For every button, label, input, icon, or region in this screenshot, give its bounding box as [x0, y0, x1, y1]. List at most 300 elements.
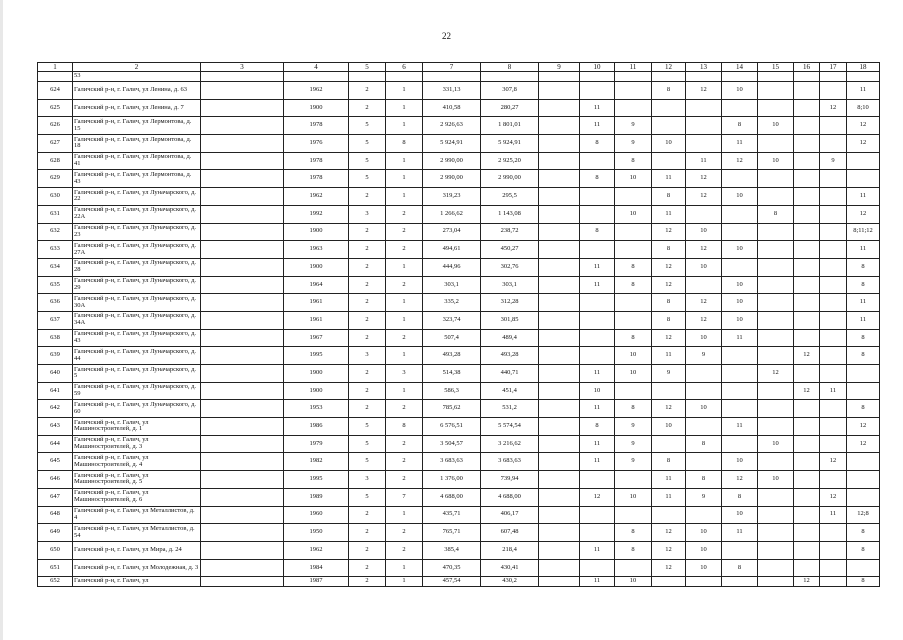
value-cell — [758, 382, 794, 400]
column-number-cell: 18 — [847, 63, 880, 72]
value-cell — [794, 311, 820, 329]
table-cell — [38, 72, 73, 82]
value-cell: 11 — [847, 241, 880, 259]
value-cell: 2 — [349, 506, 386, 524]
value-cell — [201, 488, 284, 506]
value-cell: 12 — [847, 135, 880, 153]
table-cell — [539, 72, 580, 82]
column-number-cell: 1 — [38, 63, 73, 72]
value-cell: 11 — [652, 205, 686, 223]
value-cell: 785,62 — [423, 400, 481, 418]
column-number-cell: 11 — [615, 63, 652, 72]
value-cell: 8 — [615, 524, 652, 542]
value-cell: 8 — [652, 311, 686, 329]
value-cell — [539, 99, 580, 117]
table-cell — [722, 72, 758, 82]
value-cell — [580, 311, 615, 329]
value-cell — [615, 223, 652, 241]
value-cell: 440,71 — [481, 365, 539, 383]
value-cell: 2 — [349, 311, 386, 329]
value-cell: 1900 — [284, 223, 349, 241]
value-cell: 10 — [615, 488, 652, 506]
column-number-cell: 8 — [481, 63, 539, 72]
value-cell: 11 — [847, 311, 880, 329]
value-cell — [580, 188, 615, 206]
value-cell: 1962 — [284, 82, 349, 100]
value-cell: 307,8 — [481, 82, 539, 100]
value-cell: 8 — [847, 577, 880, 587]
table-row — [38, 188, 880, 206]
value-cell — [722, 400, 758, 418]
value-cell: 8 — [652, 453, 686, 471]
address-cell: Галичский р-н, г. Галич, ул Луначарского, д. 44 — [73, 347, 201, 365]
value-cell — [820, 471, 847, 489]
value-cell — [201, 471, 284, 489]
value-cell — [539, 82, 580, 100]
value-cell — [847, 365, 880, 383]
value-cell — [580, 152, 615, 170]
value-cell — [615, 241, 652, 259]
value-cell — [758, 82, 794, 100]
value-cell — [686, 453, 722, 471]
value-cell — [686, 205, 722, 223]
value-cell — [820, 135, 847, 153]
column-number-cell: 4 — [284, 63, 349, 72]
value-cell — [201, 453, 284, 471]
value-cell: 8 — [847, 258, 880, 276]
value-cell: 9 — [615, 435, 652, 453]
row-number-cell: 626 — [38, 117, 73, 135]
value-cell: 8 — [652, 188, 686, 206]
value-cell: 12 — [847, 117, 880, 135]
value-cell: 301,85 — [481, 311, 539, 329]
value-cell: 1900 — [284, 258, 349, 276]
value-cell: 12 — [820, 488, 847, 506]
value-cell: 10 — [652, 418, 686, 436]
value-cell: 2 — [386, 329, 423, 347]
value-cell: 2 — [349, 82, 386, 100]
row-number-cell: 641 — [38, 382, 73, 400]
table-row — [38, 329, 880, 347]
value-cell — [794, 435, 820, 453]
value-cell — [201, 223, 284, 241]
value-cell — [615, 311, 652, 329]
page-number: 22 — [442, 31, 451, 41]
row-number-cell: 625 — [38, 99, 73, 117]
address-cell: Галичский р-н, г. Галич, ул Луначарского, д. 27А — [73, 241, 201, 259]
value-cell: 8 — [615, 400, 652, 418]
value-cell: 5 574,54 — [481, 418, 539, 436]
address-cell: 53 — [73, 72, 201, 82]
value-cell — [820, 258, 847, 276]
table-row — [38, 488, 880, 506]
value-cell: 5 — [349, 418, 386, 436]
address-cell: Галичский р-н, г. Галич, ул Луначарского, д. 60 — [73, 400, 201, 418]
address-cell: Галичский р-н, г. Галич, ул Луначарского, д. 34А — [73, 311, 201, 329]
value-cell — [652, 152, 686, 170]
value-cell — [794, 223, 820, 241]
value-cell: 8 — [847, 276, 880, 294]
value-cell: 4 688,00 — [481, 488, 539, 506]
value-cell: 1978 — [284, 117, 349, 135]
value-cell: 11 — [652, 488, 686, 506]
value-cell: 8 — [615, 276, 652, 294]
value-cell: 11 — [820, 506, 847, 524]
value-cell: 435,71 — [423, 506, 481, 524]
value-cell: 12 — [722, 471, 758, 489]
value-cell: 3 683,63 — [481, 453, 539, 471]
value-cell: 9 — [820, 152, 847, 170]
value-cell: 12 — [686, 241, 722, 259]
value-cell — [847, 152, 880, 170]
value-cell: 8 — [722, 488, 758, 506]
value-cell: 1961 — [284, 311, 349, 329]
value-cell: 10 — [615, 170, 652, 188]
value-cell: 11 — [847, 294, 880, 312]
value-cell: 5 — [349, 152, 386, 170]
value-cell — [615, 294, 652, 312]
value-cell: 1962 — [284, 188, 349, 206]
value-cell — [794, 170, 820, 188]
table-row — [38, 365, 880, 383]
value-cell — [686, 577, 722, 587]
value-cell: 8 — [652, 82, 686, 100]
value-cell: 10 — [652, 135, 686, 153]
address-cell: Галичский р-н, г. Галич, ул Ленина, д. 7 — [73, 99, 201, 117]
table-row — [38, 524, 880, 542]
value-cell — [539, 258, 580, 276]
row-number-cell: 639 — [38, 347, 73, 365]
value-cell — [201, 577, 284, 587]
value-cell: 3 216,62 — [481, 435, 539, 453]
value-cell: 3 504,57 — [423, 435, 481, 453]
row-number-cell: 647 — [38, 488, 73, 506]
table-row — [38, 241, 880, 259]
value-cell: 12 — [686, 170, 722, 188]
row-number-cell: 630 — [38, 188, 73, 206]
value-cell — [580, 82, 615, 100]
value-cell: 10 — [615, 347, 652, 365]
value-cell: 1984 — [284, 559, 349, 577]
value-cell: 493,28 — [423, 347, 481, 365]
value-cell: 10 — [686, 258, 722, 276]
value-cell — [794, 365, 820, 383]
row-number-cell: 652 — [38, 577, 73, 587]
column-number-row — [38, 63, 880, 72]
value-cell: 5 — [349, 488, 386, 506]
value-cell: 5 — [349, 117, 386, 135]
value-cell — [794, 152, 820, 170]
value-cell: 11 — [722, 418, 758, 436]
value-cell: 1995 — [284, 347, 349, 365]
value-cell — [758, 329, 794, 347]
value-cell — [794, 99, 820, 117]
value-cell: 5 — [349, 453, 386, 471]
value-cell — [820, 435, 847, 453]
value-cell: 2 — [349, 276, 386, 294]
value-cell: 1953 — [284, 400, 349, 418]
value-cell — [201, 524, 284, 542]
value-cell: 1 — [386, 506, 423, 524]
value-cell — [794, 506, 820, 524]
value-cell: 1 — [386, 382, 423, 400]
value-cell: 12 — [652, 541, 686, 559]
table-row — [38, 170, 880, 188]
value-cell: 2 — [349, 524, 386, 542]
value-cell: 5 — [349, 135, 386, 153]
value-cell: 1960 — [284, 506, 349, 524]
value-cell: 8 — [758, 205, 794, 223]
table-row — [38, 205, 880, 223]
value-cell: 1978 — [284, 170, 349, 188]
value-cell: 2 — [386, 276, 423, 294]
value-cell — [820, 311, 847, 329]
row-number-cell: 648 — [38, 506, 73, 524]
table-row — [38, 471, 880, 489]
value-cell: 12 — [652, 258, 686, 276]
table-row — [38, 559, 880, 577]
table-cell — [652, 72, 686, 82]
value-cell: 10 — [722, 188, 758, 206]
value-cell: 11 — [652, 347, 686, 365]
value-cell: 2 — [386, 541, 423, 559]
value-cell: 5 924,91 — [481, 135, 539, 153]
value-cell — [539, 241, 580, 259]
value-cell — [201, 506, 284, 524]
value-cell: 385,4 — [423, 541, 481, 559]
value-cell — [539, 382, 580, 400]
value-cell: 1 — [386, 577, 423, 587]
value-cell: 4 688,00 — [423, 488, 481, 506]
value-cell: 302,76 — [481, 258, 539, 276]
value-cell: 10 — [758, 117, 794, 135]
value-cell: 10 — [686, 400, 722, 418]
value-cell: 1900 — [284, 365, 349, 383]
value-cell: 5 924,91 — [423, 135, 481, 153]
value-cell: 1987 — [284, 577, 349, 587]
value-cell — [615, 99, 652, 117]
value-cell — [758, 311, 794, 329]
column-number-cell: 5 — [349, 63, 386, 72]
value-cell — [722, 435, 758, 453]
table-row — [38, 435, 880, 453]
row-number-cell: 627 — [38, 135, 73, 153]
value-cell — [201, 435, 284, 453]
value-cell — [686, 99, 722, 117]
value-cell: 494,61 — [423, 241, 481, 259]
value-cell — [539, 577, 580, 587]
value-cell — [615, 382, 652, 400]
value-cell — [758, 135, 794, 153]
value-cell: 1995 — [284, 471, 349, 489]
value-cell: 8 — [386, 135, 423, 153]
value-cell — [201, 559, 284, 577]
address-cell: Галичский р-н, г. Галич, ул Луначарского, д. 29 — [73, 276, 201, 294]
value-cell — [539, 311, 580, 329]
value-cell — [820, 365, 847, 383]
value-cell: 11 — [580, 99, 615, 117]
value-cell — [580, 205, 615, 223]
value-cell: 489,4 — [481, 329, 539, 347]
value-cell: 12 — [652, 329, 686, 347]
value-cell — [722, 258, 758, 276]
value-cell: 10 — [580, 382, 615, 400]
value-cell — [539, 135, 580, 153]
address-cell: Галичский р-н, г. Галич, ул Луначарского, д. 5 — [73, 365, 201, 383]
table-cell — [615, 72, 652, 82]
value-cell: 531,2 — [481, 400, 539, 418]
value-cell — [539, 418, 580, 436]
value-cell — [794, 276, 820, 294]
value-cell — [539, 223, 580, 241]
value-cell: 514,38 — [423, 365, 481, 383]
column-number-cell: 2 — [73, 63, 201, 72]
value-cell: 2 — [349, 365, 386, 383]
table-row — [38, 99, 880, 117]
value-cell: 10 — [686, 329, 722, 347]
row-number-cell: 637 — [38, 311, 73, 329]
value-cell: 739,94 — [481, 471, 539, 489]
table-cell — [284, 72, 349, 82]
value-cell: 2 — [349, 294, 386, 312]
table-row — [38, 418, 880, 436]
row-number-cell: 646 — [38, 471, 73, 489]
value-cell — [794, 400, 820, 418]
value-cell — [758, 223, 794, 241]
value-cell: 10 — [615, 577, 652, 587]
value-cell — [201, 294, 284, 312]
value-cell: 493,28 — [481, 347, 539, 365]
value-cell — [686, 418, 722, 436]
value-cell: 2 — [386, 223, 423, 241]
value-cell: 11 — [580, 276, 615, 294]
value-cell: 1986 — [284, 418, 349, 436]
housing-register-table — [37, 62, 880, 587]
value-cell: 10 — [722, 82, 758, 100]
value-cell: 11 — [820, 382, 847, 400]
value-cell: 12 — [794, 347, 820, 365]
value-cell — [758, 577, 794, 587]
value-cell: 2 — [349, 329, 386, 347]
value-cell: 1963 — [284, 241, 349, 259]
value-cell — [794, 205, 820, 223]
row-number-cell: 643 — [38, 418, 73, 436]
address-cell: Галичский р-н, г. Галич, ул Лермонтова, д. 18 — [73, 135, 201, 153]
table-cell — [481, 72, 539, 82]
value-cell — [201, 170, 284, 188]
value-cell: 8 — [615, 329, 652, 347]
value-cell: 273,04 — [423, 223, 481, 241]
address-cell: Галичский р-н, г. Галич, ул Ленина, д. 63 — [73, 82, 201, 100]
value-cell: 1 — [386, 99, 423, 117]
value-cell: 1 — [386, 152, 423, 170]
value-cell: 323,74 — [423, 311, 481, 329]
value-cell: 586,3 — [423, 382, 481, 400]
table-row — [38, 453, 880, 471]
table-cell — [794, 72, 820, 82]
value-cell: 12 — [758, 365, 794, 383]
value-cell: 7 — [386, 488, 423, 506]
value-cell — [539, 471, 580, 489]
value-cell: 331,13 — [423, 82, 481, 100]
value-cell: 765,71 — [423, 524, 481, 542]
value-cell — [580, 524, 615, 542]
value-cell: 1961 — [284, 294, 349, 312]
row-number-cell: 632 — [38, 223, 73, 241]
value-cell: 1 — [386, 559, 423, 577]
table-row — [38, 577, 880, 587]
table-cell — [423, 72, 481, 82]
row-number-cell: 640 — [38, 365, 73, 383]
address-cell: Галичский р-н, г. Галич, ул Луначарского, д. 22А — [73, 205, 201, 223]
value-cell — [722, 205, 758, 223]
value-cell — [820, 170, 847, 188]
value-cell — [201, 541, 284, 559]
value-cell: 8 — [847, 541, 880, 559]
value-cell: 8 — [386, 418, 423, 436]
row-number-cell: 644 — [38, 435, 73, 453]
value-cell: 8 — [652, 294, 686, 312]
value-cell — [539, 152, 580, 170]
value-cell — [758, 418, 794, 436]
value-cell: 12 — [847, 205, 880, 223]
value-cell — [820, 82, 847, 100]
value-cell: 8 — [722, 117, 758, 135]
table-cell — [820, 72, 847, 82]
value-cell: 11 — [722, 135, 758, 153]
value-cell — [201, 241, 284, 259]
value-cell: 2 990,00 — [423, 170, 481, 188]
table-row — [38, 311, 880, 329]
value-cell — [686, 117, 722, 135]
row-number-cell: 633 — [38, 241, 73, 259]
value-cell: 8 — [580, 170, 615, 188]
row-number-cell: 631 — [38, 205, 73, 223]
table-cell — [386, 72, 423, 82]
value-cell: 470,35 — [423, 559, 481, 577]
value-cell: 9 — [615, 453, 652, 471]
table-row — [38, 347, 880, 365]
value-cell: 1976 — [284, 135, 349, 153]
value-cell: 1900 — [284, 382, 349, 400]
value-cell — [201, 329, 284, 347]
value-cell — [686, 382, 722, 400]
value-cell: 1 — [386, 82, 423, 100]
address-cell: Галичский р-н, г. Галич, ул Мира, д. 24 — [73, 541, 201, 559]
value-cell — [758, 488, 794, 506]
table-row — [38, 223, 880, 241]
value-cell: 2 — [349, 223, 386, 241]
table-row — [38, 117, 880, 135]
value-cell — [722, 99, 758, 117]
value-cell — [615, 471, 652, 489]
value-cell: 8 — [615, 258, 652, 276]
value-cell — [201, 365, 284, 383]
table-cell — [686, 72, 722, 82]
value-cell — [758, 347, 794, 365]
address-cell: Галичский р-н, г. Галич, ул Луначарского, д. 23 — [73, 223, 201, 241]
value-cell: 11 — [580, 541, 615, 559]
value-cell — [820, 400, 847, 418]
table-row — [38, 276, 880, 294]
address-cell: Галичский р-н, г. Галич, ул Лермонтова, д. 43 — [73, 170, 201, 188]
value-cell — [201, 258, 284, 276]
value-cell — [201, 347, 284, 365]
row-number-cell: 628 — [38, 152, 73, 170]
value-cell — [758, 99, 794, 117]
value-cell: 430,41 — [481, 559, 539, 577]
value-cell: 1962 — [284, 541, 349, 559]
